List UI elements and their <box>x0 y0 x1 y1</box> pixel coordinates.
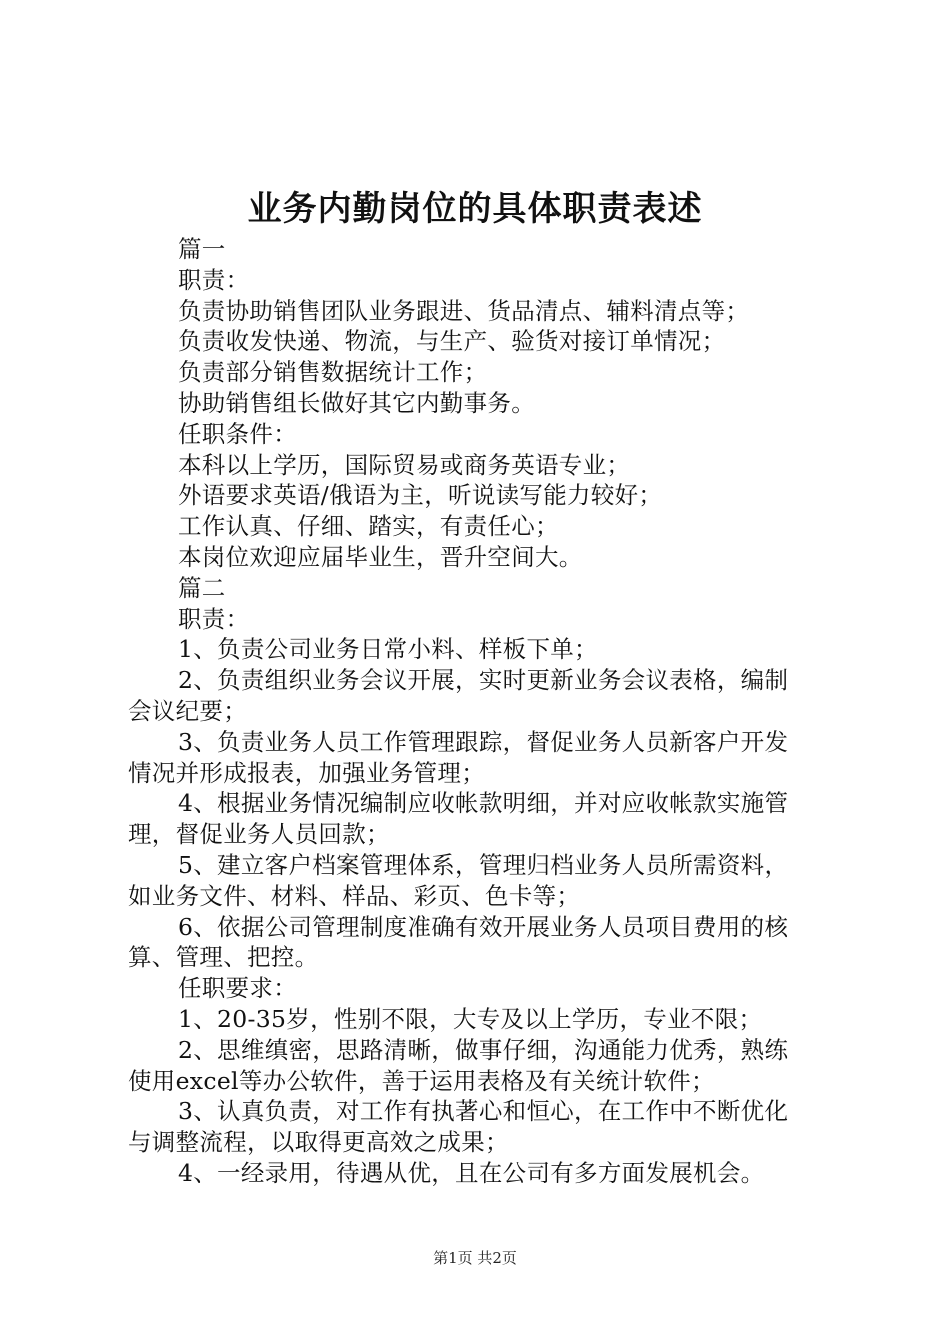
body-line: 4、根据业务情况编制应收帐款明细，并对应收帐款实施管 <box>178 789 789 818</box>
body-line: 负责部分销售数据统计工作； <box>178 358 488 387</box>
document-title: 业务内勤岗位的具体职责表述 <box>247 189 703 229</box>
body-line: 4、一经录用，待遇从优，且在公司有多方面发展机会。 <box>178 1158 765 1187</box>
body-line: 协助销售组长做好其它内勤事务。 <box>178 388 535 417</box>
body-line: 情况并形成报表，加强业务管理； <box>128 758 485 787</box>
body-line: 篇二 <box>178 573 226 602</box>
body-line: 任职要求： <box>178 974 297 1003</box>
body-line: 职责： <box>178 604 250 633</box>
body-line: 本岗位欢迎应届毕业生，晋升空间大。 <box>178 542 583 571</box>
body-line: 本科以上学历，国际贸易或商务英语专业； <box>178 450 631 479</box>
document-body <box>128 234 834 1189</box>
body-line: 与调整流程，以取得更高效之成果； <box>128 1128 509 1157</box>
body-line: 使用excel等办公软件，善于运用表格及有关统计软件； <box>128 1066 715 1095</box>
body-line: 3、负责业务人员工作管理跟踪，督促业务人员新客户开发 <box>178 727 789 756</box>
body-line: 3、认真负责，对工作有执著心和恒心，在工作中不断优化 <box>178 1097 789 1126</box>
body-line: 会议纪要； <box>128 696 247 725</box>
body-line: 外语要求英语/俄语为主，听说读写能力较好； <box>178 481 663 510</box>
body-line: 1、负责公司业务日常小料、样板下单； <box>178 635 598 664</box>
body-line: 算、管理、把控。 <box>128 943 319 972</box>
body-line: 5、建立客户档案管理体系，管理归档业务人员所需资料， <box>178 850 789 879</box>
body-line: 1、20-35岁，性别不限，大专及以上学历，专业不限； <box>178 1004 763 1033</box>
body-line: 6、依据公司管理制度准确有效开展业务人员项目费用的核 <box>178 912 789 941</box>
page-footer: 第1页 共2页 <box>433 1249 517 1267</box>
body-line: 工作认真、仔细、踏实，有责任心； <box>178 512 559 541</box>
body-line: 如业务文件、材料、样品、彩页、色卡等； <box>128 881 581 910</box>
body-line: 负责收发快递、物流，与生产、验货对接订单情况； <box>178 327 726 356</box>
body-line: 2、负责组织业务会议开展，实时更新业务会议表格，编制 <box>178 666 789 695</box>
body-line: 篇一 <box>178 235 226 263</box>
body-line: 职责： <box>178 265 250 294</box>
body-line: 负责协助销售团队业务跟进、货品清点、辅料清点等； <box>178 296 750 325</box>
body-line: 理，督促业务人员回款； <box>128 820 390 849</box>
body-line: 2、思维缜密，思路清晰，做事仔细，沟通能力优秀，熟练 <box>178 1035 789 1064</box>
body-line: 任职条件： <box>178 419 297 448</box>
